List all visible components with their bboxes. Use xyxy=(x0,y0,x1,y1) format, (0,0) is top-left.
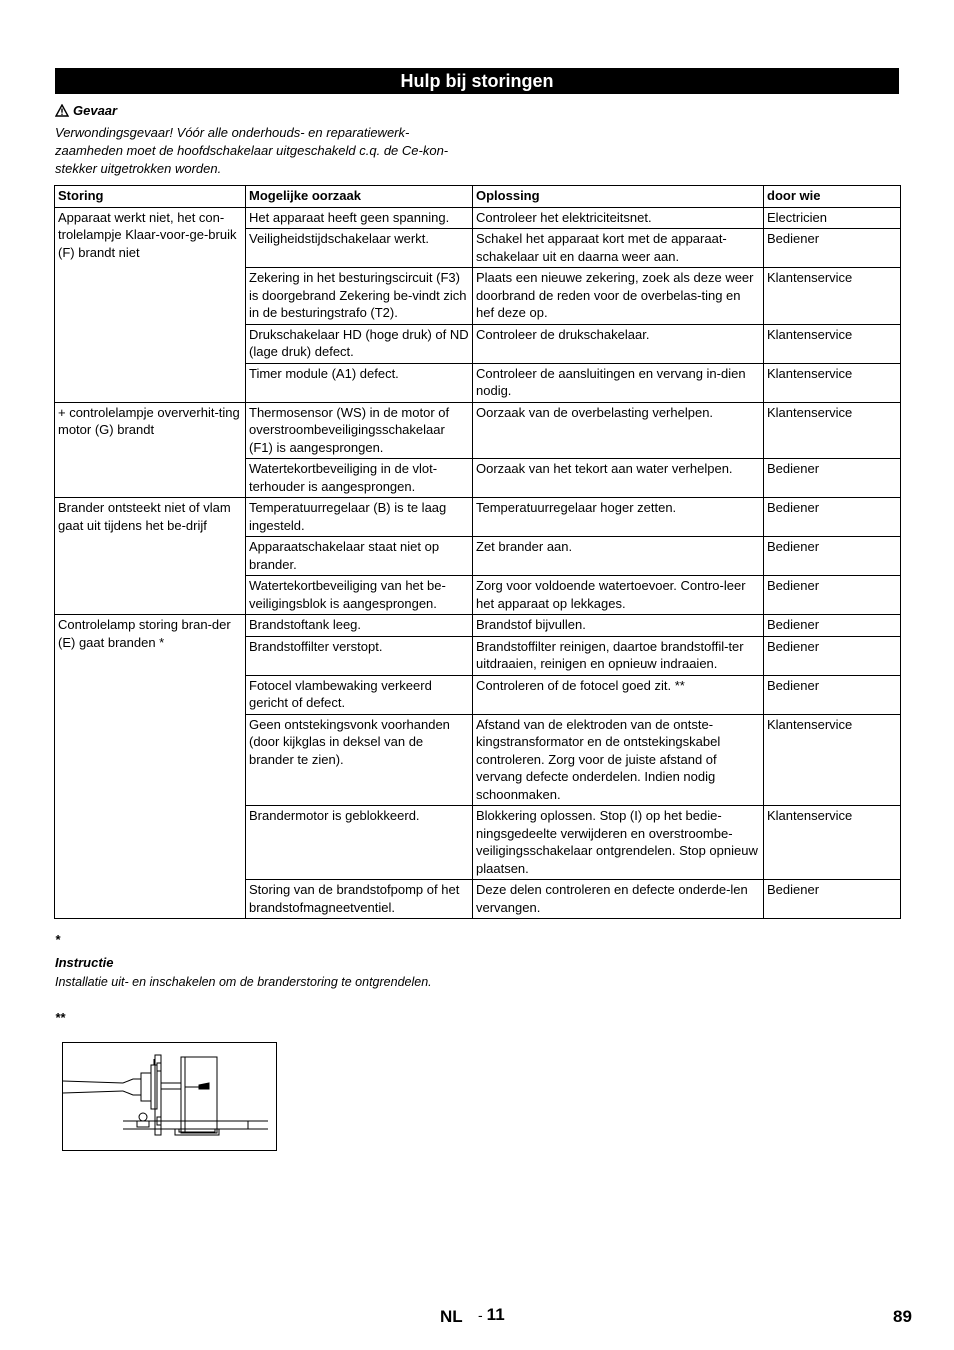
door-wie-cell: Bediener xyxy=(764,615,901,637)
instruction-heading: Instructie xyxy=(55,955,114,970)
oplossing-cell: Blokkering oplossen. Stop (I) op het bedie-ningsgedeelte verwijderen en overstroombe-veiligingsschakelaar ontgrendelen. Stop opnieuw plaatsen. xyxy=(473,806,764,880)
page-title: Hulp bij storingen xyxy=(55,68,899,94)
footer-page: 11 xyxy=(486,1305,505,1324)
oplossing-cell: Controleren of de fotocel goed zit. ** xyxy=(473,675,764,714)
door-wie-cell: Klantenservice xyxy=(764,714,901,806)
door-wie-cell: Bediener xyxy=(764,576,901,615)
warning-label: Gevaar xyxy=(73,103,118,118)
door-wie-cell: Electricien xyxy=(764,207,901,229)
warning-triangle-icon xyxy=(55,104,69,117)
footer-dash: - xyxy=(478,1307,483,1323)
storing-cell: Controlelamp storing bran-der (E) gaat branden * xyxy=(55,615,246,919)
table-header-row xyxy=(55,186,901,208)
oorzaak-cell: Veiligheidstijdschakelaar werkt. xyxy=(246,229,473,268)
table-row xyxy=(55,498,901,537)
footer-page-number xyxy=(478,1305,505,1325)
oplossing-cell: Plaats een nieuwe zekering, zoek als deze weer doorbrand de reden voor de overbelas-ting en hef deze op. xyxy=(473,268,764,325)
oorzaak-cell: Geen ontstekingsvonk voorhanden (door kijkglas in deksel van de brander te zien). xyxy=(246,714,473,806)
oplossing-cell: Oorzaak van de overbelasting verhelpen. xyxy=(473,402,764,459)
storing-cell: Brander ontsteekt niet of vlam gaat uit tijdens het be-drijf xyxy=(55,498,246,615)
oplossing-cell: Temperatuurregelaar hoger zetten. xyxy=(473,498,764,537)
instruction-text: Installatie uit- en inschakelen om de branderstoring te ontgrendelen. xyxy=(55,975,432,989)
door-wie-cell: Klantenservice xyxy=(764,363,901,402)
footnote-marker-single: * xyxy=(55,932,61,947)
oplossing-cell: Controleer het elektriciteitsnet. xyxy=(473,207,764,229)
oorzaak-cell: Watertekortbeveiliging in de vlot-terhouder is aangesprongen. xyxy=(246,459,473,498)
oplossing-cell: Zet brander aan. xyxy=(473,537,764,576)
oorzaak-cell: Thermosensor (WS) in de motor of overstroombeveiligingsschakelaar (F1) is aangesprongen. xyxy=(246,402,473,459)
footer-total-page: 89 xyxy=(893,1307,912,1326)
oplossing-cell: Brandstof bijvullen. xyxy=(473,615,764,637)
oorzaak-cell: Storing van de brandstofpomp of het brandstofmagneetventiel. xyxy=(246,880,473,919)
oplossing-cell: Oorzaak van het tekort aan water verhelpen. xyxy=(473,459,764,498)
oorzaak-cell: Drukschakelaar HD (hoge druk) of ND (lage druk) defect. xyxy=(246,324,473,363)
oorzaak-cell: Apparaatschakelaar staat niet op brander. xyxy=(246,537,473,576)
table-row xyxy=(55,615,901,637)
door-wie-cell: Klantenservice xyxy=(764,268,901,325)
warning-text: Verwondingsgevaar! Vóór alle onderhouds- en reparatiewerk-zaamheden moet de hoofdschakelaar uitgeschakeld c.q. de Ce-kon-stekker uitgetrokken worden. xyxy=(55,125,449,176)
oorzaak-cell: Het apparaat heeft geen spanning. xyxy=(246,207,473,229)
storing-cell: Apparaat werkt niet, het con-trolelampje Klaar-voor-ge-bruik (F) brandt niet xyxy=(55,207,246,402)
door-wie-cell: Bediener xyxy=(764,459,901,498)
door-wie-cell: Klantenservice xyxy=(764,402,901,459)
header-storing: Storing xyxy=(55,186,246,208)
oplossing-cell: Deze delen controleren en defecte onderde-len vervangen. xyxy=(473,880,764,919)
door-wie-cell: Klantenservice xyxy=(764,806,901,880)
header-door-wie: door wie xyxy=(764,186,901,208)
door-wie-cell: Bediener xyxy=(764,880,901,919)
fault-table xyxy=(54,185,901,919)
oplossing-cell: Zorg voor voldoende watertoevoer. Contro-leer het apparaat op lekkages. xyxy=(473,576,764,615)
table-row xyxy=(55,402,901,459)
footnote-marker-double: ** xyxy=(55,1010,66,1025)
oorzaak-cell: Temperatuurregelaar (B) is te laag ingesteld. xyxy=(246,498,473,537)
door-wie-cell: Klantenservice xyxy=(764,324,901,363)
oorzaak-cell: Timer module (A1) defect. xyxy=(246,363,473,402)
oorzaak-cell: Brandstoffilter verstopt. xyxy=(246,636,473,675)
footer-language: NL xyxy=(440,1307,463,1326)
door-wie-cell: Bediener xyxy=(764,636,901,675)
door-wie-cell: Bediener xyxy=(764,537,901,576)
storing-cell: + controlelampje oververhit-ting motor (G) brandt xyxy=(55,402,246,498)
header-oorzaak: Mogelijke oorzaak xyxy=(246,186,473,208)
oorzaak-cell: Zekering in het besturingscircuit (F3) is doorgebrand Zekering be-vindt zich in de besturingstrafo (T2). xyxy=(246,268,473,325)
oplossing-cell: Controleer de drukschakelaar. xyxy=(473,324,764,363)
door-wie-cell: Bediener xyxy=(764,229,901,268)
header-oplossing: Oplossing xyxy=(473,186,764,208)
oplossing-cell: Controleer de aansluitingen en vervang in-dien nodig. xyxy=(473,363,764,402)
door-wie-cell: Bediener xyxy=(764,498,901,537)
oplossing-cell: Brandstoffilter reinigen, daartoe brandstoffil-ter uitdraaien, reinigen en opnieuw indraaien. xyxy=(473,636,764,675)
warning-heading xyxy=(55,103,117,118)
oorzaak-cell: Fotocel vlambewaking verkeerd gericht of defect. xyxy=(246,675,473,714)
oorzaak-cell: Brandstoftank leeg. xyxy=(246,615,473,637)
photocell-diagram xyxy=(62,1042,277,1151)
table-row xyxy=(55,207,901,229)
oorzaak-cell: Watertekortbeveiliging van het be-veiligingsblok is aangesprongen. xyxy=(246,576,473,615)
door-wie-cell: Bediener xyxy=(764,675,901,714)
oplossing-cell: Afstand van de elektroden van de ontste-kingstransformator en de ontstekingskabel controleren. Zorg voor de juiste afstand of vervang defecte onderdelen. Indien nodig schoonmaken. xyxy=(473,714,764,806)
oplossing-cell: Schakel het apparaat kort met de apparaat-schakelaar uit en daarna weer aan. xyxy=(473,229,764,268)
oorzaak-cell: Brandermotor is geblokkeerd. xyxy=(246,806,473,880)
photocell-illustration xyxy=(63,1043,276,1150)
